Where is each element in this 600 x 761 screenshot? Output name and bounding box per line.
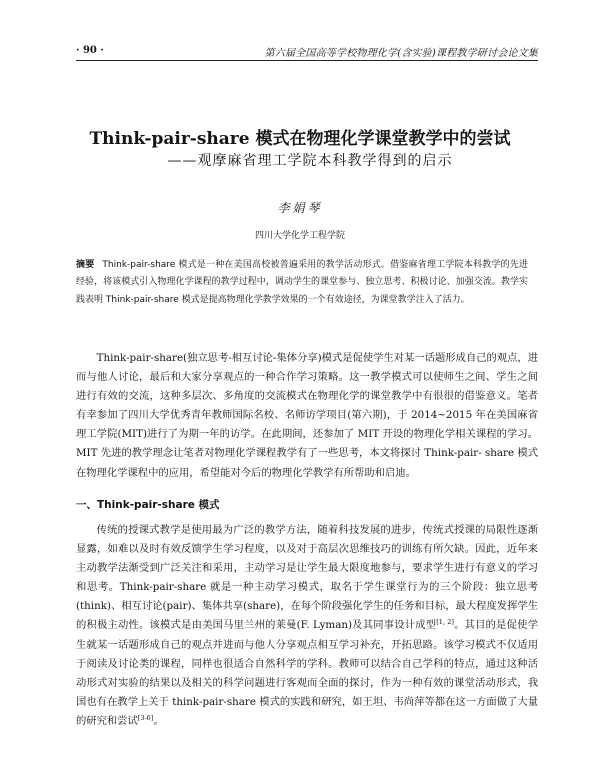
section-heading: 一、Think-pair-share 模式 xyxy=(76,499,220,511)
author-affiliation: 四川大学化学工程学院 xyxy=(254,231,345,241)
abstract-text: Think-pair-share 模式是一种在美国高校被普遍采用的教学活动形式。借鉴麻省理工学院本科教学的先进经验，将该模式引入物理化学课程的教学过程中，调动学生的课堂参与、独立思考、积极讨论、加强交流。教学实践表明 Think-pair-share 模式是提高物理化学教学效果的一个有效途径，为课堂教学注入了活力。 xyxy=(76,260,528,305)
section-paragraph xyxy=(76,521,538,731)
section-paragraph-part2: 。其目的是促使学生就某一话题形成自己的观点并进而与他人分享观点相互学习补充，开拓思路。该学习模式不仅适用于阅读及讨论类的课程，同样也很适合自然科学的学科。教师可以结合自己学科的特点，通过这种活动形式对实验的结果以及相关的科学问题进行客观而全面的探讨，作为一种有效的课堂活动形式，我国也有在教学上关于 think-pair-share 模式的实践和研究，如王坦、韦尚萍等都在这一方面做了大量的研究和尝试 xyxy=(76,619,538,727)
abstract xyxy=(76,257,528,309)
author-name: 李娟琴 xyxy=(277,201,323,215)
intro-paragraph: Think-pair-share(独立思考-相互讨论-集体分享)模式是促使学生对某一话题形成自己的观点，进而与他人讨论，最后和大家分享观点的一种合作学习策略。这一教学模式可以使师生之间、学生之间进行有效的交流，这种多层次、多角度的交流模式在物理化学的课堂教学中有很很的借鉴意义。笔者有幸参加了四川大学优秀青年教师国际名校、名师访学项目(第六期)，于 2014~2015 年在美国麻省理工学院(MIT)进行了为期一年的访学。在此期间，还参加了 MIT 开设的物理化学相关课程的学习。MIT 先进的教学理念让笔者对物理化学课程教学有了一些思考，本文将探讨 Think-pair- share 模式在物理化学课程中的应用，希望能对今后的物理化学教学有所帮助和启迪。 xyxy=(76,352,538,479)
journal-title: 第六届全国高等学校物理化学(含实验)课程教学研讨会论文集 xyxy=(264,48,538,59)
running-header xyxy=(76,43,538,59)
abstract-label: 摘要 xyxy=(76,260,95,270)
citation-1-2: [1, 2] xyxy=(436,618,454,627)
citation-3-6: [3-6] xyxy=(137,713,154,722)
section-paragraph-part1: 传统的授课式教学是使用最为广泛的教学方法，随着科技发展的进步，传统式授课的局限性逐渐显露，如难以及时有效反馈学生学习程度，以及对于高层次思维技巧的训练有所欠缺。因此，近年来主动教学法渐受到广泛关注和采用，主动学习是让学生最大限度地参与，要求学生进行有意义的学习和思考。Think-pair-share 就是一种主动学习模式，取名于学生课堂行为的三个阶段：独立思考(think)、相互讨论(pair)、集体共享(share)，在每个阶段强化学生的任务和目标，最大程度发挥学生的积极主动性。该模式是由美国马里兰州的莱曼(F. Lyman)及其同事设计成型 xyxy=(76,524,538,632)
header-rule xyxy=(76,60,538,61)
section-paragraph-part3: 。 xyxy=(153,714,164,727)
paper-subtitle: ——观摩麻省理工学院本科教学得到的启示 xyxy=(167,153,453,169)
page-number: · 90 · xyxy=(76,45,104,56)
paper-title: Think-pair-share 模式在物理化学课堂教学中的尝试 xyxy=(89,129,511,149)
